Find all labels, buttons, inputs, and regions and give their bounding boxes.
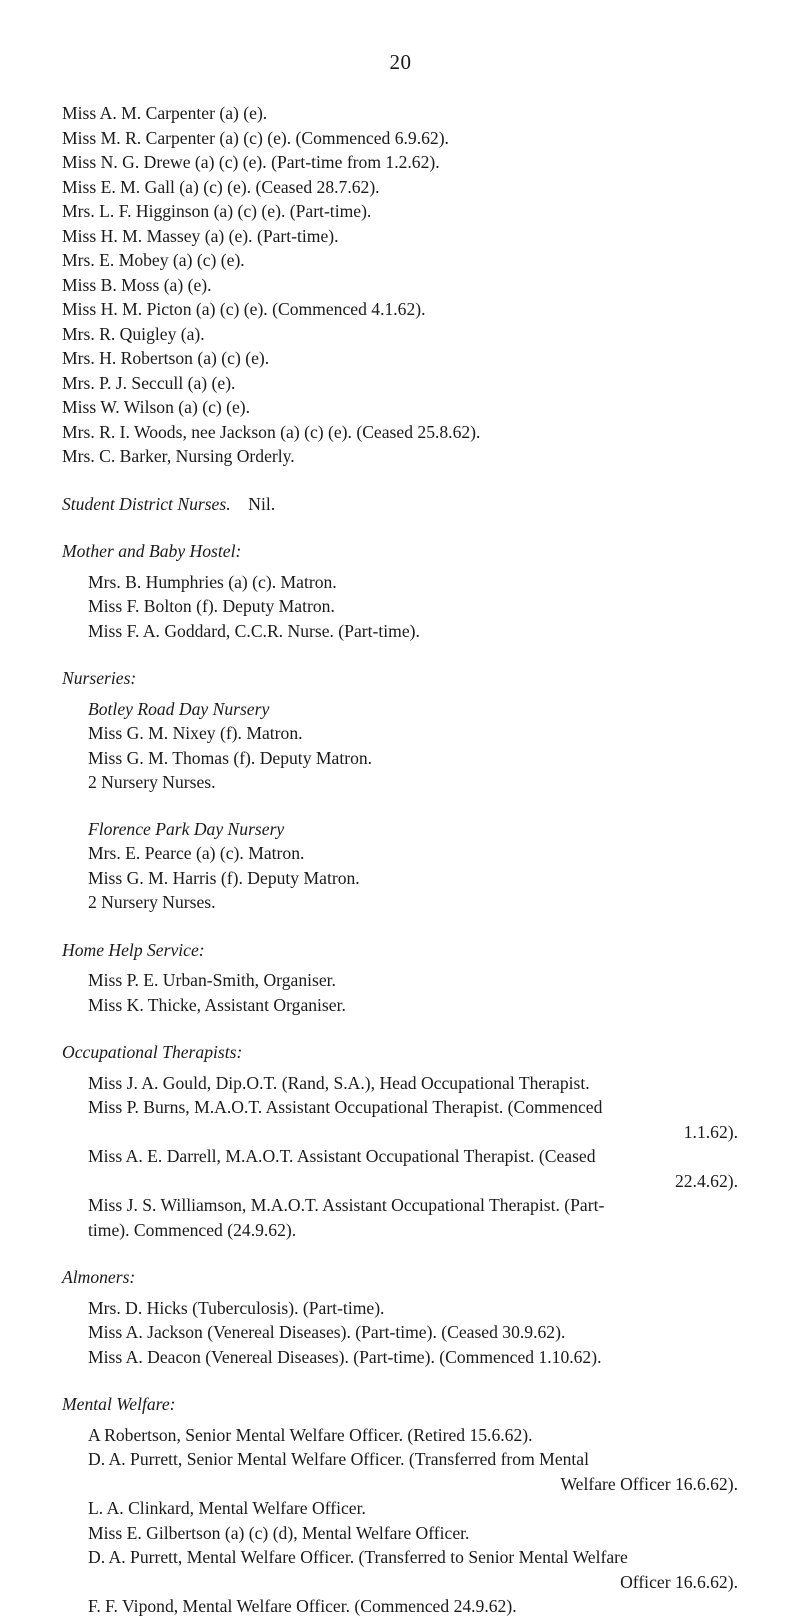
occupational-therapists-list xyxy=(62,1071,738,1243)
list-item: L. A. Clinkard, Mental Welfare Officer. xyxy=(88,1498,366,1518)
home-help-list xyxy=(62,968,738,1017)
list-item: Miss K. Thicke, Assistant Organiser. xyxy=(88,994,346,1015)
list-item: Miss G. M. Nixey (f). Matron. xyxy=(88,723,303,743)
list-item-continuation: Officer 16.6.62). xyxy=(620,1571,738,1592)
list-item: D. A. Purrett, Senior Mental Welfare Officer. (Transferred from Mental xyxy=(88,1449,590,1469)
page-number: 20 xyxy=(389,50,412,74)
staff-entry: Mrs. R. Quigley (a). xyxy=(62,323,205,344)
staff-entry: Miss A. M. Carpenter (a) (e). xyxy=(62,103,268,123)
list-item: Miss J. A. Gould, Dip.O.T. (Rand, S.A.), Head Occupational Therapist. xyxy=(88,1072,590,1093)
list-item: Miss E. Gilbertson (a) (c) (d), Mental Welfare Officer. xyxy=(88,1522,470,1543)
mother-baby-hostel-list xyxy=(62,570,738,644)
staff-entry: Mrs. C. Barker, Nursing Orderly. xyxy=(62,446,295,466)
list-item: Miss A. Jackson (Venereal Diseases). (Part-time). (Ceased 30.9.62). xyxy=(88,1322,566,1342)
list-item: Miss A. Deacon (Venereal Diseases). (Part-time). (Commenced 1.10.62). xyxy=(88,1346,602,1367)
section-title-occupational-therapists: Occupational Therapists: xyxy=(62,1042,243,1062)
nursery-name: Botley Road Day Nursery xyxy=(88,698,270,719)
staff-entry: Miss H. M. Massey (a) (e). (Part-time). xyxy=(62,225,339,246)
staff-entry: Miss E. M. Gall (a) (c) (e). (Ceased 28.7.62). xyxy=(62,176,380,197)
page-content xyxy=(62,101,738,1619)
staff-entry: Mrs. P. J. Seccull (a) (e). xyxy=(62,372,236,393)
section-title-nurseries: Nurseries: xyxy=(62,668,137,688)
list-item: 2 Nursery Nurses. xyxy=(88,892,216,912)
list-item: Miss F. A. Goddard, C.C.R. Nurse. (Part-time). xyxy=(88,620,420,641)
section-title-mental-welfare: Mental Welfare: xyxy=(62,1394,176,1414)
district-nurse-list xyxy=(62,101,738,469)
staff-entry: Miss B. Moss (a) (e). xyxy=(62,274,212,295)
section-title-mother-baby-hostel: Mother and Baby Hostel: xyxy=(62,541,242,561)
list-item: 2 Nursery Nurses. xyxy=(88,772,216,792)
list-item-continuation: 1.1.62). xyxy=(683,1121,738,1142)
staff-entry: Mrs. R. I. Woods, nee Jackson (a) (c) (e). (Ceased 25.8.62). xyxy=(62,421,481,442)
list-item-continuation: Welfare Officer 16.6.62). xyxy=(560,1473,738,1494)
list-item: Mrs. D. Hicks (Tuberculosis). (Part-time). xyxy=(88,1297,385,1318)
staff-entry: Mrs. H. Robertson (a) (c) (e). xyxy=(62,348,270,368)
list-item: D. A. Purrett, Mental Welfare Officer. (Transferred to Senior Mental Welfare xyxy=(88,1547,628,1567)
section-title-home-help: Home Help Service: xyxy=(62,939,205,960)
staff-entry: Mrs. E. Mobey (a) (c) (e). xyxy=(62,250,245,270)
list-item: Miss F. Bolton (f). Deputy Matron. xyxy=(88,596,335,616)
nursery-name: Florence Park Day Nursery xyxy=(88,818,285,839)
list-item: Miss A. E. Darrell, M.A.O.T. Assistant Occupational Therapist. (Ceased xyxy=(88,1146,596,1166)
section-title-almoners: Almoners: xyxy=(62,1267,136,1287)
student-district-nurses xyxy=(62,492,738,517)
section-title: Student District Nurses. xyxy=(62,493,231,514)
staff-entry: Mrs. L. F. Higginson (a) (c) (e). (Part-time). xyxy=(62,201,372,221)
nursery-group-botley xyxy=(62,697,738,795)
mental-welfare-list xyxy=(62,1423,738,1619)
list-item: Mrs. E. Pearce (a) (c). Matron. xyxy=(88,843,305,863)
staff-entry: Miss M. R. Carpenter (a) (c) (e). (Commenced 6.9.62). xyxy=(62,127,449,148)
list-item: A Robertson, Senior Mental Welfare Officer. (Retired 15.6.62). xyxy=(88,1424,533,1445)
list-item: Miss J. S. Williamson, M.A.O.T. Assistant Occupational Therapist. (Part- xyxy=(88,1195,605,1215)
staff-entry: Miss H. M. Picton (a) (c) (e). (Commenced 4.1.62). xyxy=(62,299,426,319)
list-item: Miss G. M. Thomas (f). Deputy Matron. xyxy=(88,747,373,768)
section-value: Nil. xyxy=(248,493,276,514)
list-item: Miss P. Burns, M.A.O.T. Assistant Occupational Therapist. (Commenced xyxy=(88,1097,603,1117)
list-item-continuation: time). Commenced (24.9.62). xyxy=(88,1219,297,1240)
nursery-group-florence-park xyxy=(62,817,738,915)
almoners-list xyxy=(62,1296,738,1370)
staff-entry: Miss N. G. Drewe (a) (c) (e). (Part-time from 1.2.62). xyxy=(62,152,440,172)
list-item: Miss P. E. Urban-Smith, Organiser. xyxy=(88,970,336,990)
list-item: Miss G. M. Harris (f). Deputy Matron. xyxy=(88,867,360,888)
staff-entry: Miss W. Wilson (a) (c) (e). xyxy=(62,397,251,417)
list-item: F. F. Vipond, Mental Welfare Officer. (Commenced 24.9.62). xyxy=(88,1596,517,1616)
list-item: Mrs. B. Humphries (a) (c). Matron. xyxy=(88,571,337,592)
list-item-continuation: 22.4.62). xyxy=(674,1170,738,1191)
